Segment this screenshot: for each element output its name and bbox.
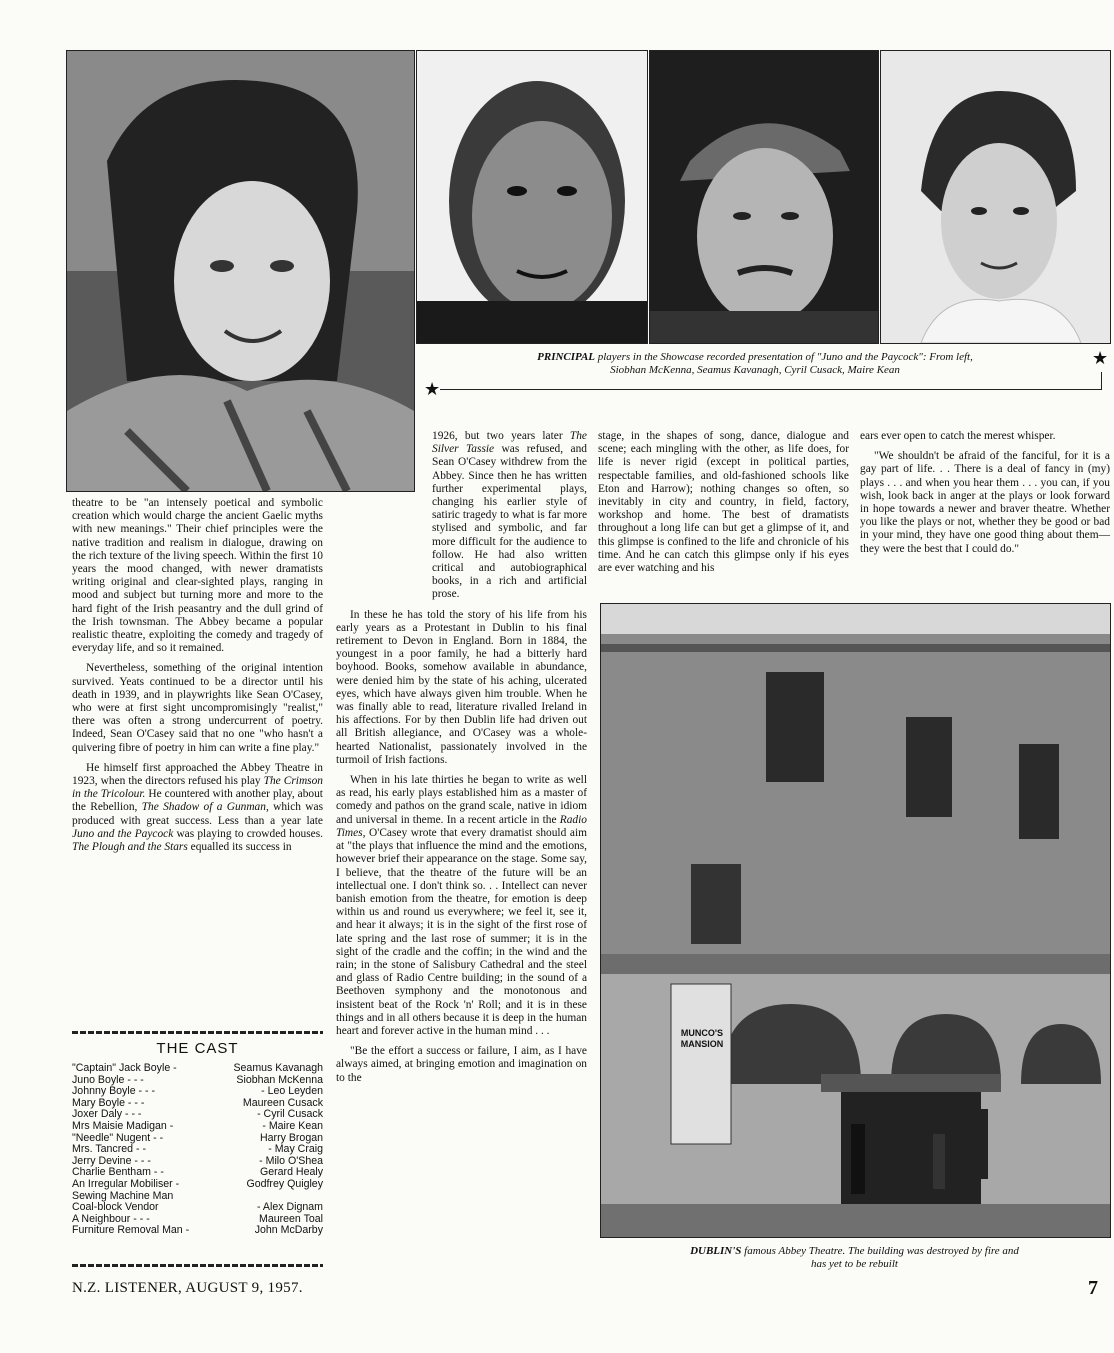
cast-role: Joxer Daly - - - — [72, 1108, 142, 1121]
cast-row — [72, 1063, 323, 1075]
cast-role: Mrs Maisie Madigan - — [72, 1119, 174, 1132]
column-2-intro: 1926, but two years later The Silver Tassie was refused, and Sean O'Casey withdrew from the Abbey. Since then he has written further experimental plays, changing his earlier style of satiric tragedy to what is far more stylised and symbolic, and far more difficult for the audience to follow. He had also written critical and autobiographical books, in a rich and artificial prose. — [432, 430, 587, 601]
cast-role: "Needle" Nugent - - — [72, 1131, 164, 1144]
cast-actor: Seamus Kavanagh — [233, 1062, 323, 1074]
cast-row — [72, 1225, 323, 1237]
cast-actor: Godfrey Quigley — [246, 1177, 323, 1190]
caption-line2: has yet to be rebuilt — [811, 1258, 898, 1270]
photo-siobhan-mckenna — [66, 50, 415, 492]
cast-rule-top — [72, 1031, 323, 1034]
cast-list — [72, 1063, 323, 1237]
paragraph: theatre to be "an intensely poetical and symbolic creation which would charge the ancient Gaelic myths with new meanings." Their chief principles were the native tradition and realism in dialogue, drawing on the rich texture of the living speech. Within the first 10 years the mood changed, with newer dramatists writing original and clear-sighted plays, ranging in mood and subject but turning more and more to the hard fight of the Irish peasantry and the dull grind of the Irish townsman. The Abbey became a popular realistic theatre, exploiting the comedy and tragedy of everyday life, and so it remained. — [72, 497, 323, 655]
cast-role: Johnny Boyle - - - — [72, 1085, 156, 1098]
theatre-poster-text: MUNCO'S MANSION — [680, 1028, 724, 1049]
cast-role: "Captain" Jack Boyle - — [72, 1062, 177, 1074]
cast-row — [72, 1144, 323, 1156]
paragraph: stage, in the shapes of song, dance, dialogue and scene; each mingling with the other, as life does, for life is never rigid (except in political parties, respectable families, and old-fashioned schools like Eton and Harrow); nothing changes so often, so inevitably in city and country, in field, factory, workshop and home. The best of dramatists throughout a long life can but get a glimpse of it, and this glimpse is confined to the life and chronicle of his time. And he can catch this glimpse only if his eyes are ever watching and his — [598, 430, 849, 575]
photo-caption-principal-players — [420, 351, 1090, 377]
article-column-4 — [860, 430, 1110, 563]
cast-actor: - Cyril Cusack — [257, 1108, 323, 1121]
cast-rule-bottom — [72, 1264, 323, 1267]
cast-actor: Harry Brogan — [260, 1131, 323, 1144]
caption-lead: PRINCIPAL — [537, 351, 595, 363]
cast-role: Charlie Bentham - - — [72, 1166, 164, 1179]
cast-role: Furniture Removal Man - — [72, 1224, 190, 1237]
cast-actor: John McDarby — [254, 1224, 323, 1237]
article-column-3 — [598, 430, 849, 582]
cast-actor: Maureen Cusack — [242, 1096, 323, 1109]
caption-text: players in the Showcase recorded presentation of "Juno and the Paycock": From left, — [595, 351, 973, 363]
cast-title: THE CAST — [156, 1040, 239, 1057]
cast-role: Sewing Machine Man — [72, 1189, 174, 1202]
paragraph: "Be the effort a success or failure, I aim, as I have always aimed, at bringing emotion and imagination on to the — [336, 1045, 587, 1084]
paragraph: "We shouldn't be afraid of the fanciful, for it is a gay part of life. . . There is a deal of fancy in (my) plays . . . and when you hear them . . . you can, if you wish, look back in anger at the plays or look forward in hope towards a newer and braver theatre. Whether you like the plays or not, whether they be good or bad in your mind, they have one good thing about them—they were the best that I could do." — [860, 450, 1110, 555]
photo-cyril-cusack — [649, 50, 879, 344]
cast-role: Jerry Devine - - - — [72, 1154, 151, 1167]
article-column-1 — [72, 497, 323, 854]
masthead-date: N.Z. LISTENER, AUGUST 9, 1957. — [72, 1280, 303, 1296]
paragraph: When in his late thirties he began to write as well as read, his early plays established him as a master of comedy and pathos on the grand scale, native in idiom and universal in theme. In a recent article in the Radio Times, O'Casey wrote that every dramatist should aim at "the plays that influence the mind and the emotions, however brief their appearance on the stage. Some say, I believe, that the theatre of the future will be an intellectual one. I don't think so. . . Intellect can never banish emotion from the theatre, for emotion is deep within us and round us everywhere; we feel it, see it, and hear it always; it is in the sight of the first rose of late spring and the last rose of summer; it is in the sight of the cradle and the coffin; in the wind and the rain; in the stone of Salisbury Cathedral and the steel and glass of Radio Centre building; in the sound of a Beethoven symphony and the monotonous and insistent beat of the Rock 'n' Roll; and it is in these things and in all others because it is deep in the human heart and forever active in the human mind . . . — [336, 774, 587, 1037]
caption-rule — [440, 389, 1102, 390]
cast-actor: - Maire Kean — [262, 1119, 323, 1132]
caption-text: famous Abbey Theatre. The building was destroyed by fire and — [741, 1245, 1019, 1257]
cast-box — [72, 1040, 323, 1237]
cast-role: Mrs. Tancred - - — [72, 1143, 146, 1156]
cast-row — [72, 1121, 323, 1133]
photo-maire-kean — [880, 50, 1111, 344]
caption-rule-tick — [1101, 372, 1102, 390]
caption-names: Siobhan McKenna, Seamus Kavanagh, Cyril Cusack, Maire Kean — [610, 364, 900, 376]
cast-actor: Gerard Healy — [260, 1166, 323, 1179]
cast-actor: - Leo Leyden — [261, 1085, 323, 1098]
paragraph: ears ever open to catch the merest whisper. — [860, 430, 1056, 442]
cast-role: Coal-block Vendor — [72, 1201, 159, 1214]
cast-actor: Maureen Toal — [259, 1212, 323, 1225]
star-icon: ★ — [424, 379, 441, 399]
paragraph: He himself first approached the Abbey Theatre in 1923, when the directors refused his play The Crimson in the Tricolour. He countered with another play, about the Rebellion, The Shadow of a Gunman, which was produced with great success. Less than a year late Juno and the Paycock was playing to crowded houses. The Plough and the Stars equalled its success in — [72, 761, 323, 854]
paragraph: In these he has told the story of his life from his early years as a Protestant in Dublin to his final retirement to Devon in England. Born in 1884, the youngest in a poor family, he had a bitterly hard boyhood. Books, somehow available in abundance, were denied him by the state of his aching, ulcerated eyes, which have always given him trouble. When he was finally able to read, literature rivalled Ireland in his affections. For by then Dublin life had driven out all British allegiance, and O'Casey was a whole-hearted Nationalist, passionately involved in the turmoil of Irish factions. — [336, 608, 587, 766]
photo-abbey-theatre — [600, 603, 1111, 1238]
cast-actor: - May Craig — [268, 1143, 323, 1156]
caption-lead: DUBLIN'S — [690, 1245, 742, 1257]
page-number: 7 — [1088, 1277, 1098, 1299]
photo-caption-abbey-theatre — [600, 1245, 1109, 1271]
cast-role: A Neighbour - - - — [72, 1212, 150, 1225]
cast-row — [72, 1179, 323, 1191]
star-icon: ★ — [1092, 348, 1109, 368]
photo-seamus-kavanagh — [416, 50, 648, 344]
cast-role: Mary Boyle - - - — [72, 1096, 145, 1109]
cast-role: Juno Boyle - - - — [72, 1073, 144, 1086]
article-column-2 — [336, 430, 587, 1085]
cast-role: An Irregular Mobiliser - — [72, 1177, 180, 1190]
cast-actor: - Milo O'Shea — [259, 1154, 323, 1167]
cast-row — [72, 1202, 323, 1214]
cast-actor: - Alex Dignam — [257, 1201, 323, 1214]
paragraph: Nevertheless, something of the original intention survived. Yeats continued to be a director until his death in 1939, and in playwrights like Sean O'Casey, who were at first sight uncompromisingly "realist," there was often a strong undercurrent of poetry. Indeed, Sean O'Casey said that no one "who hasn't a quivering fibre of poetry in him can write a fine play." — [72, 662, 323, 754]
cast-actor: Siobhan McKenna — [236, 1073, 323, 1086]
